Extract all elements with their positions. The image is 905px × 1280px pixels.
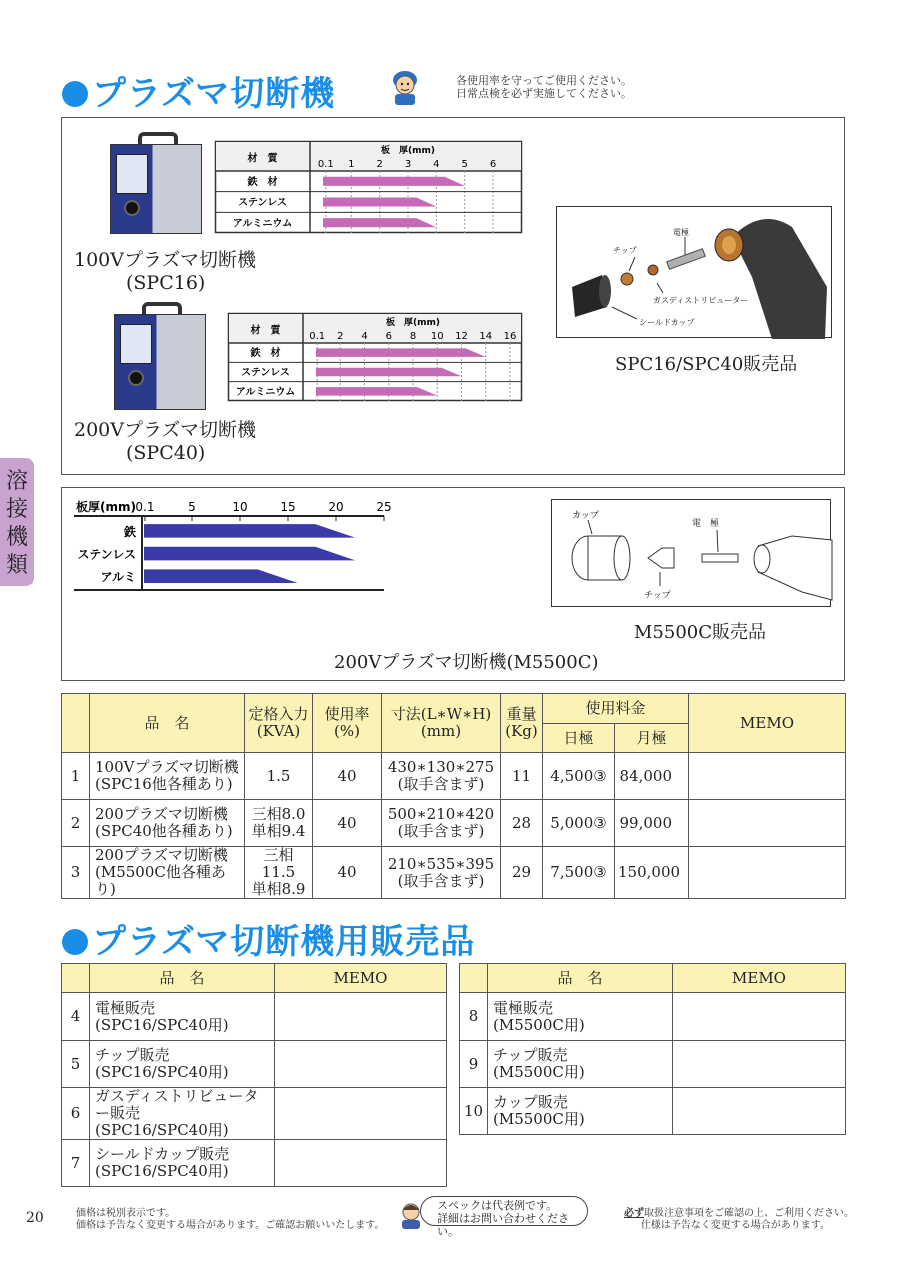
part-label-cup: カップ bbox=[572, 511, 599, 521]
category-tab-welding-machines[interactable] bbox=[0, 458, 34, 586]
chart-tick-label: 5 bbox=[461, 159, 468, 170]
chart-tick-label: 4 bbox=[433, 159, 440, 170]
row-duty: 40 bbox=[313, 800, 382, 847]
chart-tick-label: 0.1 bbox=[317, 159, 334, 170]
row-input-line2: 単相9.4 bbox=[251, 822, 306, 840]
header-no bbox=[460, 964, 488, 993]
chart-xlabel: 板 厚(mm) bbox=[386, 318, 440, 328]
row-name-line1: チップ販売 bbox=[95, 1046, 170, 1064]
row-memo[interactable] bbox=[275, 1140, 447, 1187]
header-name-text: 品 名 bbox=[144, 713, 190, 732]
row-name-line1: 電極販売 bbox=[95, 998, 156, 1017]
table-row bbox=[62, 847, 846, 899]
row-weight: 28 bbox=[501, 800, 543, 847]
header-memo: MEMO bbox=[673, 964, 846, 993]
part-label-electrode-m: 電 極 bbox=[692, 519, 720, 529]
row-name-line1: 200プラズマ切断機 bbox=[95, 846, 228, 864]
chart-category-label: アルミニウム bbox=[235, 386, 296, 398]
chart-bar bbox=[323, 177, 465, 186]
row-size bbox=[382, 847, 501, 899]
row-no: 3 bbox=[62, 847, 90, 899]
spc16-model: (SPC16) bbox=[126, 272, 206, 294]
sales-table-left bbox=[61, 963, 447, 1187]
chart-bar bbox=[316, 387, 437, 396]
chart-category-label: ステンレス bbox=[238, 197, 287, 209]
chart-material-header: 材 質 bbox=[247, 153, 278, 165]
row-monthly: 150,000 bbox=[615, 847, 689, 899]
row-memo[interactable] bbox=[673, 993, 846, 1041]
row-name bbox=[90, 753, 245, 800]
price-note-1: 価格は税別表示です。 bbox=[76, 1208, 176, 1219]
header-monthly bbox=[615, 724, 689, 753]
row-size-line2: (取手含まず) bbox=[397, 871, 485, 890]
chart-bar bbox=[144, 547, 355, 561]
chart-category-label: アルミ bbox=[100, 570, 136, 585]
row-name bbox=[90, 993, 275, 1041]
m5500c-parts-caption: M5500C販売品 bbox=[634, 622, 767, 643]
row-name bbox=[90, 1041, 275, 1088]
header-memo-text: MEMO bbox=[740, 713, 794, 732]
part-label-electrode: 電極 bbox=[673, 228, 689, 237]
chart-tick-label: 1 bbox=[348, 159, 355, 170]
row-name bbox=[488, 1088, 673, 1135]
chart-category-label: ステンレス bbox=[241, 367, 290, 379]
section-title-sales-items bbox=[62, 914, 475, 963]
tab-char: 機 bbox=[5, 525, 28, 550]
row-name bbox=[488, 993, 673, 1041]
row-memo[interactable] bbox=[275, 993, 447, 1041]
row-size bbox=[382, 800, 501, 847]
header-size-text: 寸法(L∗W∗H) bbox=[390, 705, 492, 723]
chart-category-label: 鉄 材 bbox=[247, 177, 278, 189]
row-name-line2: (M5500C用) bbox=[493, 1110, 585, 1128]
row-input-line2: 単相8.9 bbox=[251, 880, 306, 898]
part-label-shield: シールドカップ bbox=[639, 318, 695, 327]
row-size-line1: 500∗210∗420 bbox=[387, 805, 495, 823]
row-size-line2: (取手含まず) bbox=[397, 775, 485, 793]
row-no: 5 bbox=[62, 1041, 90, 1088]
header-memo: MEMO bbox=[275, 964, 447, 993]
row-name-line2: (M5500C他各種あり) bbox=[95, 863, 226, 898]
spc40-machine-image bbox=[114, 302, 206, 410]
table-row bbox=[460, 993, 846, 1041]
chart-tick-label: 2 bbox=[376, 159, 383, 170]
notice-line-2: 日常点検を必ず実施してください。 bbox=[456, 87, 632, 100]
chart-tick-label: 12 bbox=[455, 331, 468, 342]
header-name: 品 名 bbox=[488, 964, 673, 993]
chart-tick-label: 16 bbox=[503, 331, 517, 342]
row-duty: 40 bbox=[313, 847, 382, 899]
row-input-line1: 三相8.0 bbox=[251, 805, 306, 823]
spc40-thickness-chart bbox=[228, 313, 522, 401]
spc16-label bbox=[74, 249, 256, 295]
header-duty-unit: (%) bbox=[334, 722, 360, 740]
chart-tick-label: 8 bbox=[409, 331, 417, 342]
row-name-line2: (SPC16他各種あり) bbox=[95, 775, 233, 793]
chart-bar bbox=[316, 348, 486, 357]
chart-tick-label: 14 bbox=[479, 331, 493, 342]
table-row bbox=[62, 800, 846, 847]
row-name-line1: 100Vプラズマ切断機 bbox=[95, 758, 239, 776]
header-daily bbox=[543, 724, 615, 753]
chart-bar bbox=[144, 524, 355, 538]
chart-material-header: 材 質 bbox=[250, 325, 281, 337]
row-input bbox=[245, 847, 313, 899]
row-name-line2: (SPC16/SPC40用) bbox=[95, 1121, 229, 1139]
row-no: 2 bbox=[62, 800, 90, 847]
spc-product-panel bbox=[61, 117, 845, 475]
chart-tick-label: 10 bbox=[430, 331, 444, 342]
row-memo[interactable] bbox=[673, 1088, 846, 1135]
header-rated-input-unit: (KVA) bbox=[256, 722, 301, 740]
row-no: 6 bbox=[62, 1088, 90, 1140]
usage-notes bbox=[624, 1208, 854, 1232]
row-name-line2: (SPC16/SPC40用) bbox=[95, 1162, 229, 1180]
spc16-name: 100Vプラズマ切断機 bbox=[74, 249, 257, 271]
table-header-row bbox=[62, 964, 447, 993]
table-header-row bbox=[460, 964, 846, 993]
header-duty bbox=[313, 694, 382, 753]
chart-tick-label: 20 bbox=[328, 500, 344, 514]
table-row bbox=[62, 1140, 447, 1187]
header-memo bbox=[689, 694, 846, 753]
header-weight bbox=[501, 694, 543, 753]
table-header-row bbox=[62, 694, 846, 724]
header-name bbox=[90, 694, 245, 753]
row-duty: 40 bbox=[313, 753, 382, 800]
row-name-line2: (M5500C用) bbox=[493, 1015, 585, 1034]
chart-bar bbox=[144, 569, 298, 583]
row-name bbox=[90, 800, 245, 847]
spc40-model: (SPC40) bbox=[126, 442, 206, 464]
header-weight-unit: (Kg) bbox=[505, 722, 538, 740]
m5500c-machine-caption: 200Vプラズマ切断機(M5500C) bbox=[334, 652, 599, 673]
table-row bbox=[62, 1041, 447, 1088]
row-memo[interactable] bbox=[275, 1041, 447, 1088]
header-duty-text: 使用率 bbox=[324, 705, 370, 723]
row-name-line2: (M5500C用) bbox=[493, 1063, 585, 1081]
header-fee bbox=[543, 694, 689, 724]
price-note-2: 価格は予告なく変更する場合があります。ご確認お願いいたします。 bbox=[76, 1220, 385, 1231]
sales-table-right bbox=[459, 963, 846, 1135]
usage-note-1: 取扱注意事項をご確認の上、ご利用ください。 bbox=[644, 1208, 854, 1219]
row-name-line2: (SPC40他各種あり) bbox=[95, 822, 233, 840]
row-name bbox=[488, 1041, 673, 1088]
row-daily: 4,500③ bbox=[543, 753, 615, 800]
row-memo[interactable] bbox=[689, 847, 846, 899]
row-name-line2: (SPC16/SPC40用) bbox=[95, 1015, 229, 1034]
row-name bbox=[90, 1140, 275, 1187]
row-input-line1: 三相11.5 bbox=[261, 846, 296, 881]
page-number: 20 bbox=[26, 1210, 44, 1226]
row-size-line1: 210∗535∗395 bbox=[387, 854, 495, 873]
header-rated-input bbox=[245, 694, 313, 753]
part-label-distributor: ガスディストリビューター bbox=[653, 296, 749, 305]
row-name-line1: シールドカップ販売 bbox=[95, 1145, 230, 1163]
row-input bbox=[245, 800, 313, 847]
usage-notice bbox=[456, 74, 632, 100]
spc40-label bbox=[74, 419, 256, 465]
row-name-line1: カップ販売 bbox=[493, 1093, 568, 1111]
tab-char: 溶 bbox=[5, 469, 28, 494]
m5500c-product-panel bbox=[61, 487, 845, 681]
row-monthly: 84,000 bbox=[615, 753, 689, 800]
chart-tick-label: 25 bbox=[376, 500, 392, 514]
row-memo[interactable] bbox=[275, 1088, 447, 1140]
row-no: 8 bbox=[460, 993, 488, 1041]
tab-char: 接 bbox=[5, 497, 28, 522]
row-memo[interactable] bbox=[673, 1041, 846, 1088]
bubble-line-2: 詳細はお問い合わせください。 bbox=[437, 1212, 569, 1238]
table-row bbox=[62, 753, 846, 800]
section-title-text: プラズマ切断機 bbox=[92, 74, 336, 114]
row-weight: 11 bbox=[501, 753, 543, 800]
row-name-line1: 電極販売 bbox=[493, 998, 554, 1017]
row-input bbox=[245, 753, 313, 800]
header-weight-text: 重量 bbox=[506, 705, 537, 723]
part-label-tip-m: チップ bbox=[644, 591, 671, 601]
row-monthly: 99,000 bbox=[615, 800, 689, 847]
chart-xlabel: 板厚(mm) bbox=[76, 500, 136, 514]
row-daily: 5,000③ bbox=[543, 800, 615, 847]
price-notes bbox=[76, 1208, 384, 1232]
row-name-line1: ガスディストリビューター販売 bbox=[95, 1087, 259, 1122]
part-label-tip: チップ bbox=[613, 246, 637, 255]
row-name bbox=[90, 1088, 275, 1140]
table-row bbox=[62, 1088, 447, 1140]
header-daily-text: 日極 bbox=[563, 728, 594, 747]
chart-bar bbox=[323, 197, 436, 206]
bullet-icon bbox=[62, 929, 88, 955]
chart-tick-label: 6 bbox=[489, 159, 497, 170]
tab-char: 類 bbox=[5, 553, 28, 578]
bullet-icon bbox=[62, 81, 88, 107]
header-no bbox=[62, 694, 90, 753]
row-size-line1: 430∗130∗275 bbox=[387, 758, 495, 776]
table-row bbox=[62, 993, 447, 1041]
row-memo[interactable] bbox=[689, 753, 846, 800]
chart-tick-label: 0.1 bbox=[309, 331, 326, 342]
header-name: 品 名 bbox=[90, 964, 275, 993]
notice-line-1: 各使用率を守ってご使用ください。 bbox=[456, 74, 632, 87]
header-size-unit: (mm) bbox=[420, 722, 462, 740]
bubble-line-1: スペックは代表例です。 bbox=[437, 1199, 558, 1212]
table-row bbox=[460, 1088, 846, 1135]
usage-note-2: 仕様は予告なく変更する場合があります。 bbox=[640, 1220, 830, 1231]
m5500c-thickness-chart bbox=[74, 496, 392, 592]
chart-tick-label: 2 bbox=[337, 331, 344, 342]
usage-note-emphasis: 必ず bbox=[624, 1208, 644, 1219]
row-no: 1 bbox=[62, 753, 90, 800]
spc16-thickness-chart bbox=[215, 141, 522, 233]
row-no: 10 bbox=[460, 1088, 488, 1135]
chart-tick-label: 10 bbox=[232, 500, 248, 514]
chart-category-label: アルミニウム bbox=[232, 218, 293, 230]
rental-price-table bbox=[61, 693, 846, 899]
row-name-line1: 200プラズマ切断機 bbox=[95, 805, 228, 823]
header-fee-text: 使用料金 bbox=[585, 699, 646, 717]
spec-notice-bubble bbox=[420, 1196, 588, 1238]
row-input-line1: 1.5 bbox=[266, 766, 291, 785]
row-no: 4 bbox=[62, 993, 90, 1041]
row-daily: 7,500③ bbox=[543, 847, 615, 899]
row-no: 7 bbox=[62, 1140, 90, 1187]
chart-category-label: ステンレス bbox=[77, 547, 136, 562]
row-name-line1: チップ販売 bbox=[493, 1046, 568, 1064]
worker-mascot-icon bbox=[388, 68, 422, 106]
row-size bbox=[382, 753, 501, 800]
spc16-machine-image bbox=[110, 132, 202, 234]
row-name bbox=[90, 847, 245, 899]
section-title-plasma-cutter bbox=[62, 66, 335, 115]
header-rated-input-text: 定格入力 bbox=[248, 705, 309, 723]
section-title-text: プラズマ切断機用販売品 bbox=[92, 922, 476, 962]
header-size bbox=[382, 694, 501, 753]
chart-tick-label: 6 bbox=[385, 331, 392, 342]
m5500c-parts-image bbox=[551, 499, 831, 607]
spc40-name: 200Vプラズマ切断機 bbox=[74, 419, 257, 441]
header-monthly-text: 月極 bbox=[636, 728, 667, 747]
row-no: 9 bbox=[460, 1041, 488, 1088]
row-name-line2: (SPC16/SPC40用) bbox=[95, 1063, 229, 1081]
row-weight: 29 bbox=[501, 847, 543, 899]
chart-tick-label: 0.1 bbox=[135, 500, 155, 514]
chart-tick-label: 5 bbox=[188, 500, 196, 514]
header-no bbox=[62, 964, 90, 993]
chart-category-label: 鉄 材 bbox=[250, 348, 281, 360]
chart-xlabel: 板 厚(mm) bbox=[381, 146, 435, 156]
chart-category-label: 鉄 bbox=[123, 524, 136, 539]
chart-tick-label: 15 bbox=[280, 500, 296, 514]
table-row bbox=[460, 1041, 846, 1088]
chart-tick-label: 3 bbox=[404, 159, 412, 170]
spc-parts-caption: SPC16/SPC40販売品 bbox=[615, 354, 798, 375]
row-memo[interactable] bbox=[689, 800, 846, 847]
spc-parts-image bbox=[556, 206, 832, 338]
chart-bar bbox=[316, 368, 462, 377]
row-size-line2: (取手含まず) bbox=[397, 822, 485, 840]
chart-tick-label: 4 bbox=[361, 331, 368, 342]
